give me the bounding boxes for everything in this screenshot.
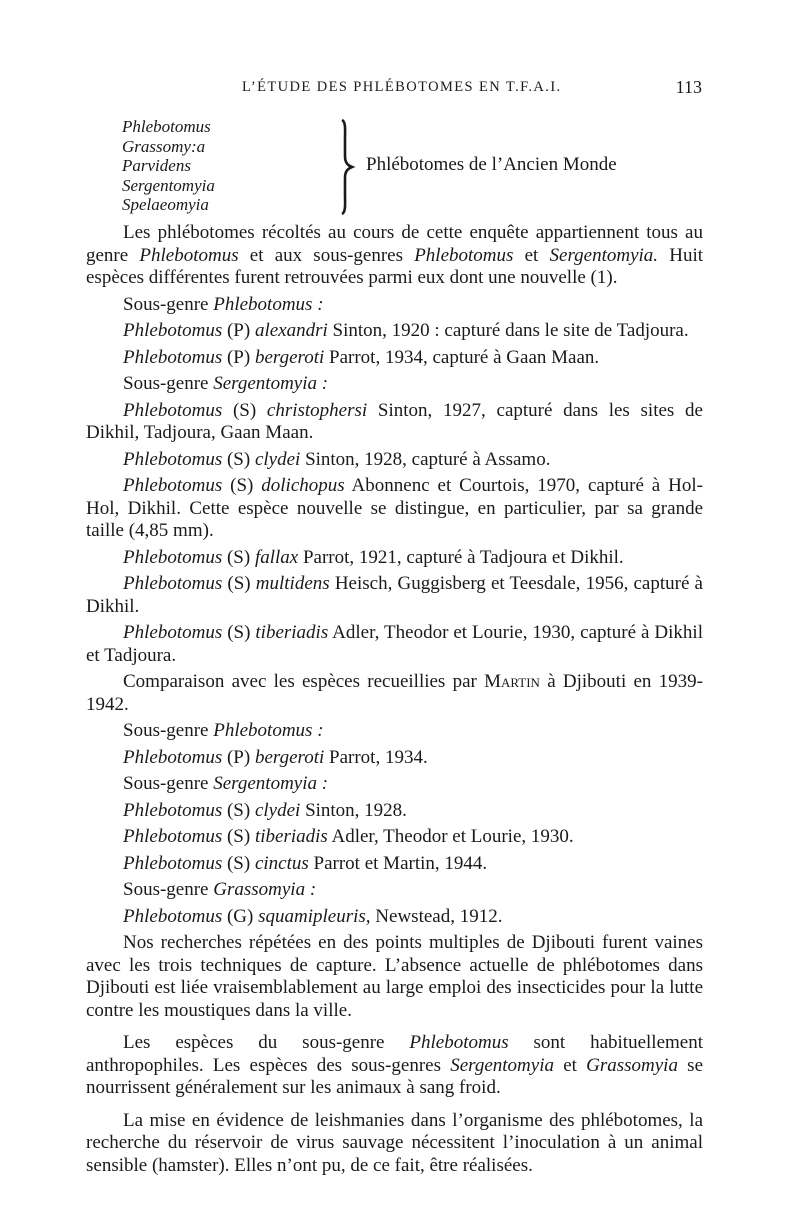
body-paragraph: Nos recherches répétées en des points multiples de Djibouti furent vaines avec les trois techniques de capture. L’absence actuelle de phlébotomes dans Djibouti est liée vraisemblablement au large emploi des insecticides pour la lutte contre les moustiques dans la ville. xyxy=(86,932,703,1021)
body-paragraph: Les espèces du sous-genre Phlebotomus sont habituellement anthropophiles. Les espèces des sous-genres Sergentomyia et Grassomyia se nourrissent généralement sur les animaux à sang froid. xyxy=(86,1032,704,1098)
subgenus-heading: Sous-genre Sergentomyia : xyxy=(123,373,329,394)
subgenus-heading: Sous-genre Phlebotomus : xyxy=(123,720,324,741)
body-paragraph: La mise en évidence de leishmanies dans l’organisme des phlébotomes, la recherche du réservoir de virus sauvage nécessitent l’inoculation à un animal sensible (hamster). Elles n’ont pu, de ce fait, être réalisées. xyxy=(86,1109,703,1176)
subgenus-heading: Sous-genre Sergentomyia : xyxy=(123,773,329,794)
species-entry: Phlebotomus (S) clydei Sinton, 1928, capturé à Assamo. xyxy=(123,448,551,470)
species-entry: Phlebotomus (G) squamipleuris, Newstead, 1912. xyxy=(123,905,503,927)
comparison-paragraph: Comparaison avec les espèces recueillies par Martin à Djibouti en 1939-1942. xyxy=(86,671,704,715)
subgenus-item: Grassomy:a xyxy=(122,136,206,156)
species-entry: Phlebotomus (S) clydei Sinton, 1928. xyxy=(123,799,407,821)
species-entry: Phlebotomus (S) tiberiadis Adler, Theodor et Lourie, 1930. xyxy=(123,826,574,847)
species-entry: Phlebotomus (S) christophersi Sinton, 1927, capturé dans les sites de Dikhil, Tadjoura, Gaan Maan. xyxy=(86,399,703,443)
curly-brace xyxy=(330,118,356,216)
intro-paragraph: Les phlébotomes récoltés au cours de cette enquête appartiennent tous au genre Phlebotomus et aux sous-genres Phlebotomus et Sergentomyia. Huit espèces différentes furent retrouvées parmi eux dont une nouvelle (1). xyxy=(86,222,704,288)
subgenus-item: Parvidens xyxy=(122,156,191,175)
subgenus-heading: Sous-genre Grassomyia : xyxy=(123,879,317,900)
species-entry: Phlebotomus (P) alexandri Sinton, 1920 : capturé dans le site de Tadjoura. xyxy=(123,320,689,341)
species-entry: Phlebotomus (S) multidens Heisch, Guggisberg et Teesdale, 1956, capturé à Dikhil. xyxy=(86,573,703,617)
species-entry: Phlebotomus (S) dolichopus Abonnenc et Courtois, 1970, capturé à Hol-Hol, Dikhil. Cette espèce nouvelle se distingue, en particulier, par sa grande taille (4,85 mm). xyxy=(86,475,703,541)
running-title: L’ÉTUDE DES PHLÉBOTOMES EN T.F.A.I. xyxy=(242,79,562,95)
species-entry: Phlebotomus (S) fallax Parrot, 1921, capturé à Tadjoura et Dikhil. xyxy=(123,546,624,568)
subgenus-item: Sergentomyia xyxy=(122,175,215,195)
article-body xyxy=(86,222,703,1177)
subgenus-item: Spelaeomyia xyxy=(122,195,209,214)
species-entry: Phlebotomus (P) bergeroti Parrot, 1934, capturé à Gaan Maan. xyxy=(123,346,600,368)
species-entry: Phlebotomus (S) tiberiadis Adler, Theodor et Lourie, 1930, capturé à Dikhil et Tadjoura. xyxy=(86,622,703,666)
brace-label: Phlébotomes de l’Ancien Monde xyxy=(366,154,617,175)
species-entry: Phlebotomus (S) cinctus Parrot et Martin, 1944. xyxy=(123,852,488,874)
subgenus-list xyxy=(122,117,242,215)
subgenus-item: Phlebotomus xyxy=(122,117,211,136)
species-entry: Phlebotomus (P) bergeroti Parrot, 1934. xyxy=(123,746,428,768)
page-number: 113 xyxy=(675,77,702,97)
subgenus-heading: Sous-genre Phlebotomus : xyxy=(123,293,324,315)
page-header xyxy=(0,79,800,101)
